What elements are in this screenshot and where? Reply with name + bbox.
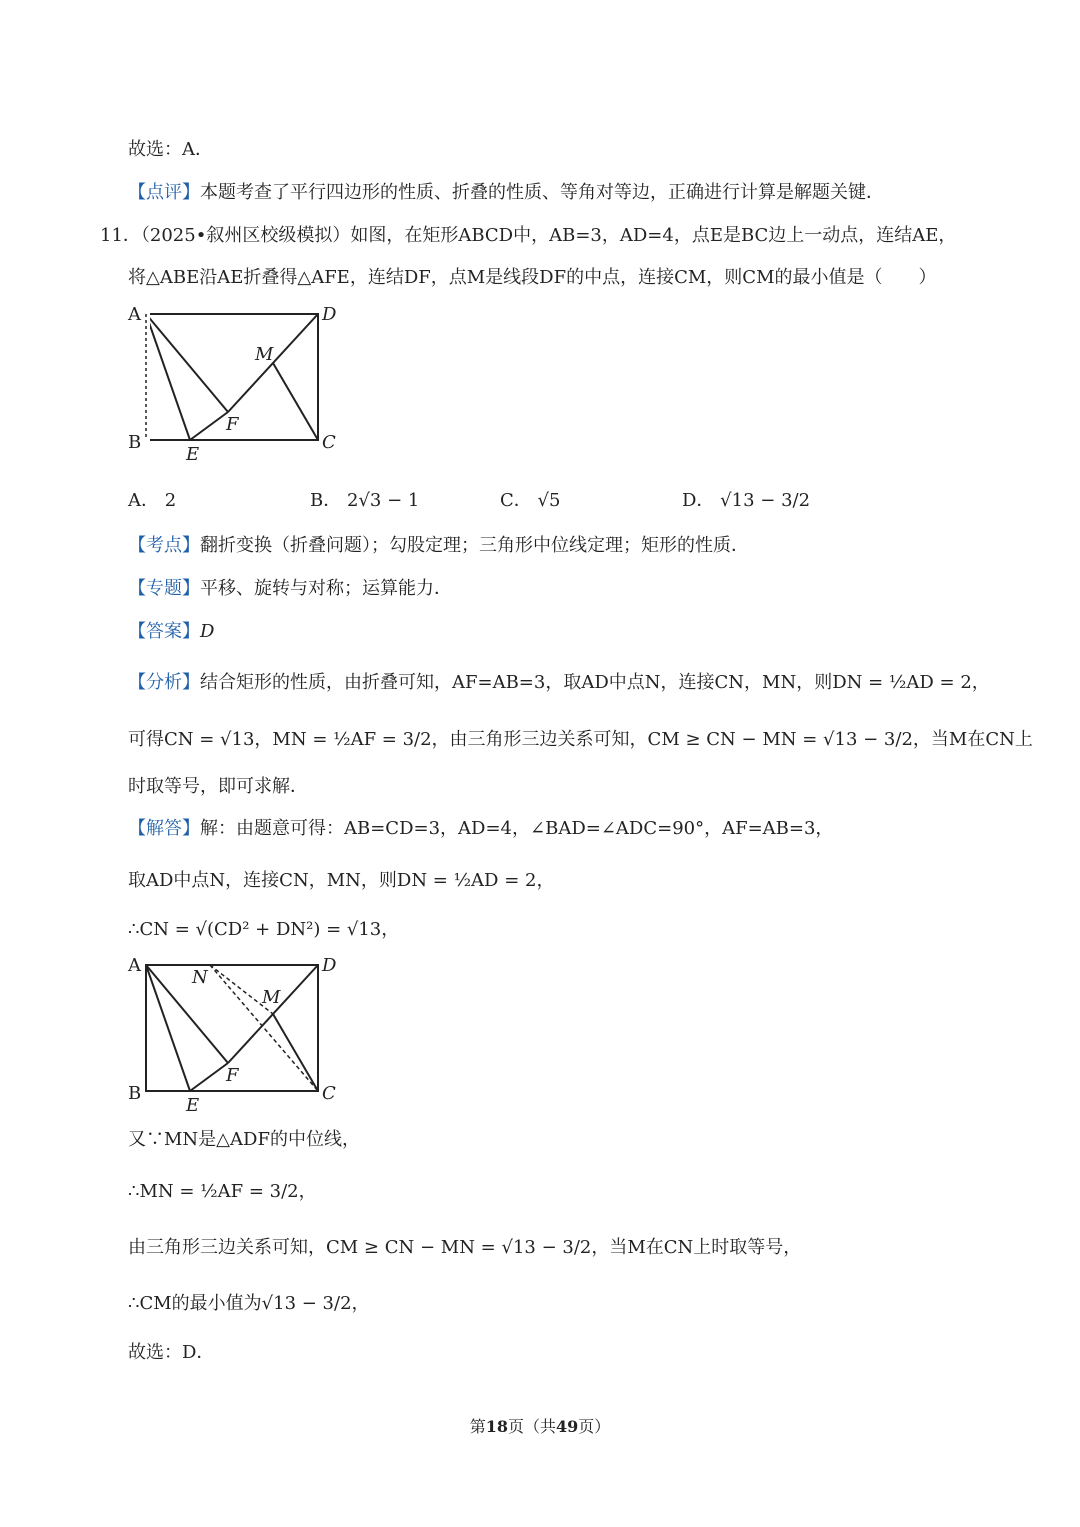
page-footer: 第18页（共49页） (469, 1417, 611, 1436)
label-d: D (322, 304, 337, 325)
label-c: C (322, 432, 336, 453)
fenxi-line-1: 【分析】结合矩形的性质，由折叠可知，AF=AB=3，取AD中点N，连接CN，MN，则DN = ½AD = 2， (128, 672, 990, 693)
fenxi-line-2: 可得CN = √13，MN = ½AF = 3/2，由三角形三边关系可知，CM ≥ CN − MN = √13 − 3/2，当M在CN上 (128, 729, 1033, 750)
page-number: 18 (485, 1417, 508, 1436)
label-b: B (128, 432, 142, 453)
option-a: A． 2 (128, 490, 177, 511)
figure-solution (120, 951, 350, 1121)
prev-answer: 故选：A． (128, 139, 213, 160)
jieda-line-2: 取AD中点N，连接CN，MN，则DN = ½AD = 2， (128, 870, 555, 891)
jieda-line-1: 【解答】解：由题意可得：AB=CD=3，AD=4，∠BAD=∠ADC=90°，AF=AB=3， (128, 818, 834, 839)
label-e: E (186, 444, 200, 465)
option-b: B． 2√3 − 1 (310, 490, 420, 511)
jieda-line-4: 又∵MN是△ADF的中位线， (128, 1129, 360, 1150)
question-line-2: 将△ABE沿AE折叠得△AFE，连结DF，点M是线段DF的中点，连接CM，则CM的最小值是（ ） (128, 267, 937, 288)
segment-mc (273, 363, 318, 440)
label-n2: N (192, 967, 208, 988)
option-c: C． √5 (500, 490, 561, 511)
daan: 【答案】D (128, 621, 215, 642)
question-number: 11． (100, 225, 141, 246)
label-m: M (255, 344, 274, 365)
fenxi-line-3: 时取等号，即可求解． (128, 776, 308, 797)
label-c2: C (322, 1083, 336, 1104)
zhuanti: 【专题】平移、旋转与对称；运算能力． (128, 578, 452, 599)
kaodian: 【考点】翻折变换（折叠问题）；勾股定理；三角形中位线定理；矩形的性质． (128, 535, 749, 556)
question-text-1: （2025•叙州区校级模拟）如图，在矩形ABCD中，AB=3，AD=4，点E是BC边上一动点，连结AE， (140, 225, 957, 246)
jieda-line-7: ∴CM的最小值为√13 − 3/2， (128, 1293, 370, 1314)
jieda-line-8: 故选：D． (128, 1342, 215, 1363)
prev-review (128, 181, 884, 205)
label-f2: F (226, 1065, 239, 1086)
total-pages: 49 (556, 1417, 579, 1436)
label-f: F (226, 414, 239, 435)
label-a: A (128, 304, 141, 325)
segment-ef (190, 412, 228, 440)
figure-rectangle-fold (120, 300, 350, 470)
jieda-line-6: 由三角形三边关系可知，CM ≥ CN − MN = √13 − 3/2，当M在CN上时取等号， (128, 1237, 802, 1258)
label-b2: B (128, 1083, 142, 1104)
label-a2: A (128, 955, 141, 976)
jieda-line-5: ∴MN = ½AF = 3/2， (128, 1181, 317, 1202)
segment-af (146, 314, 228, 412)
review-text: 本题考查了平行四边形的性质、折叠的性质、等角对等边，正确进行计算是解题关键． (200, 182, 884, 203)
label-e2: E (186, 1095, 200, 1116)
segment-ae (146, 314, 190, 440)
option-d: D． √13 − 3/2 (682, 490, 811, 511)
jieda-line-3: ∴CN = √(CD² + DN²) = √13， (128, 919, 400, 940)
question-line-1 (100, 224, 956, 248)
label-m2: M (262, 987, 281, 1008)
label-d2: D (322, 955, 337, 976)
review-tag: 【点评】 (128, 182, 200, 203)
